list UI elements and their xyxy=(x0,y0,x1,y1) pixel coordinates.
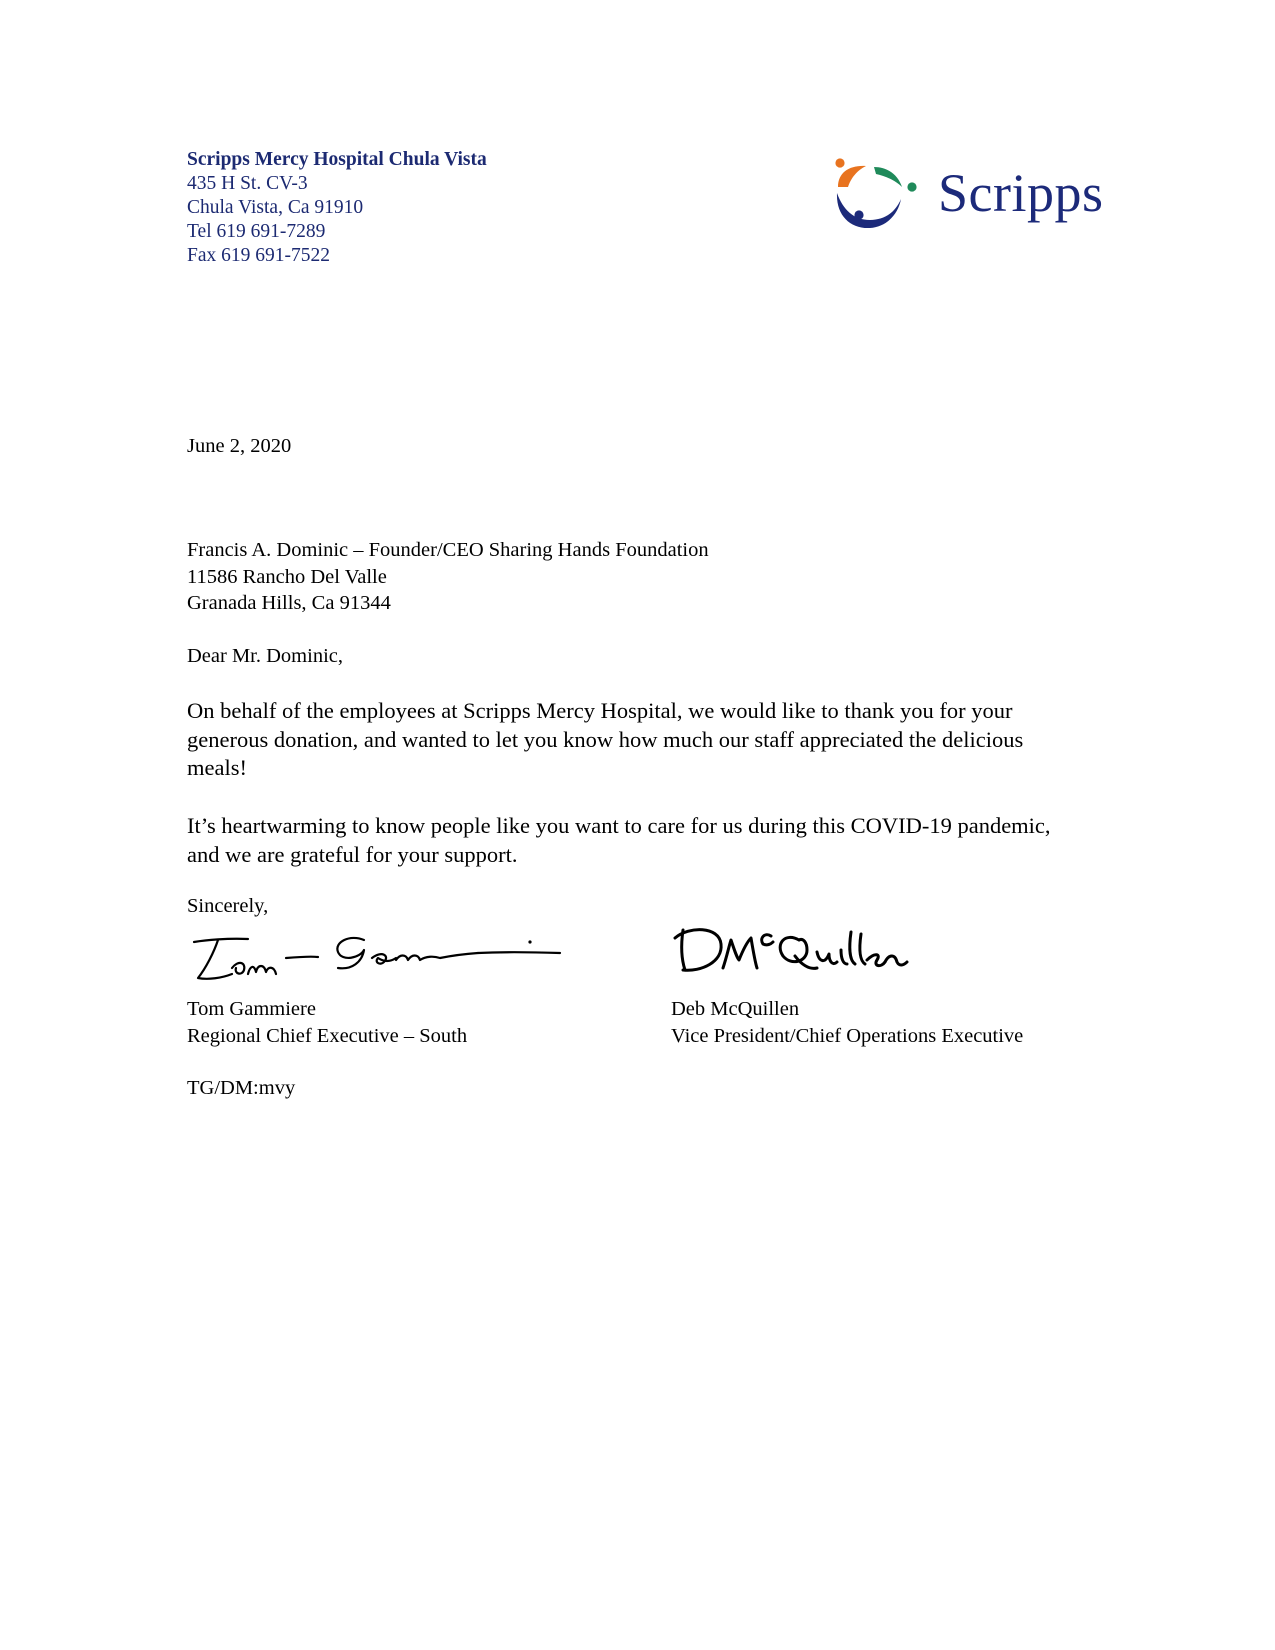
signature-tom-gammiere xyxy=(188,928,563,990)
address-city: Chula Vista, Ca 91910 xyxy=(187,197,364,218)
scripps-logo xyxy=(832,153,1117,235)
recipient-address xyxy=(187,537,709,617)
fax-number: Fax 619 691-7522 xyxy=(187,245,330,266)
reference-initials: TG/DM:mvy xyxy=(187,1077,296,1099)
phone-number: Tel 619 691-7289 xyxy=(187,221,326,242)
hospital-name: Scripps Mercy Hospital Chula Vista xyxy=(187,149,487,170)
body-paragraph-2: It’s heartwarming to know people like you want to care for us during this COVID-19 pandemic, and we are grateful for your support. xyxy=(187,813,1051,867)
address-street: 435 H St. CV-3 xyxy=(187,173,308,194)
signer-title: Vice President/Chief Operations Executive xyxy=(671,1025,1024,1047)
recipient-city: Granada Hills, Ca 91344 xyxy=(187,592,391,614)
letterhead xyxy=(187,148,487,268)
signature-deb-mcquillen xyxy=(671,922,911,984)
body-paragraph-1: On behalf of the employees at Scripps Mercy Hospital, we would like to thank you for your generous donation, and wanted to let you know how much our staff appreciated the delicious meals! xyxy=(187,698,1024,780)
signer-tom-gammiere xyxy=(187,996,467,1050)
salutation: Dear Mr. Dominic, xyxy=(187,645,343,667)
recipient-name-line: Francis A. Dominic – Founder/CEO Sharing Hands Foundation xyxy=(187,539,709,561)
closing: Sincerely, xyxy=(187,895,269,917)
letter-date: June 2, 2020 xyxy=(187,435,292,457)
signer-name: Deb McQuillen xyxy=(671,998,800,1020)
scripps-wordmark: Scripps xyxy=(938,163,1104,223)
signer-deb-mcquillen xyxy=(671,996,1023,1050)
signer-name: Tom Gammiere xyxy=(187,998,316,1020)
recipient-street: 11586 Rancho Del Valle xyxy=(187,565,387,588)
signer-title: Regional Chief Executive – South xyxy=(187,1025,468,1047)
scripps-people-circle-icon xyxy=(832,157,920,235)
